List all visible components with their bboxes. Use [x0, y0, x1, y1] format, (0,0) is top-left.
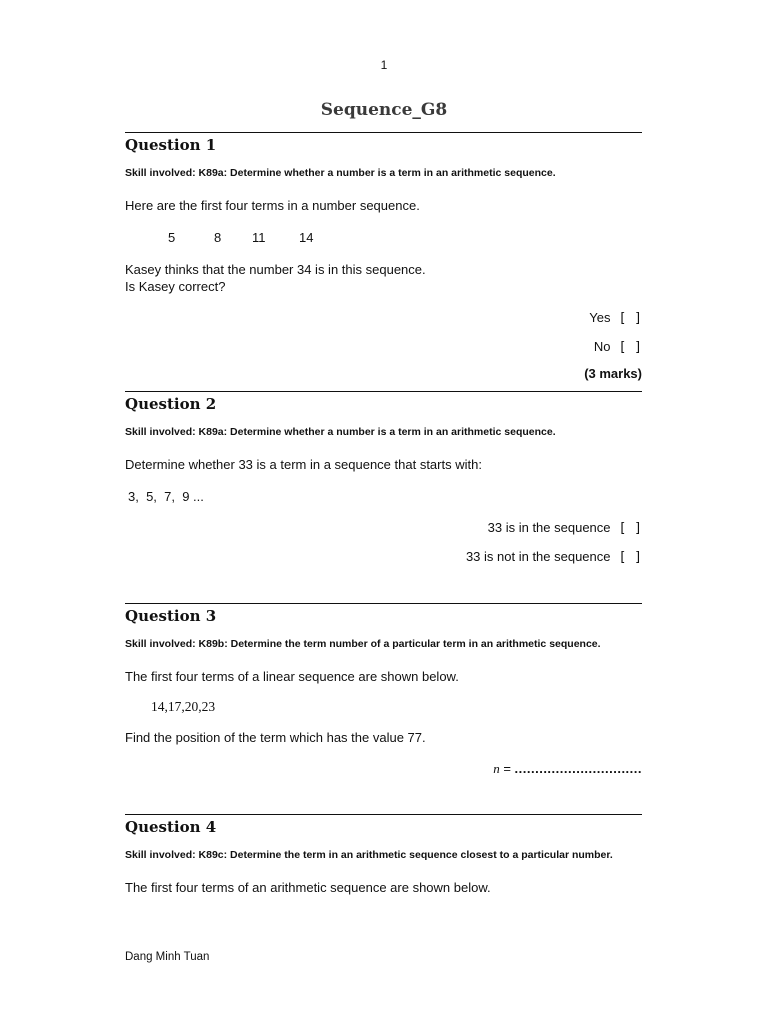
option-no-label: No — [593, 339, 611, 354]
question-3-heading: Question 3 — [125, 607, 217, 625]
answer-equals: = — [499, 761, 515, 776]
question-3-intro: The first four terms of a linear sequence are shown below. — [125, 669, 459, 684]
footer-author: Dang Minh Tuan — [125, 951, 210, 963]
question-4-skill: Skill involved: K89c: Determine the term in an arithmetic sequence closest to a particular number. — [125, 849, 613, 861]
page-number: 1 — [380, 58, 388, 72]
answer-line[interactable] — [493, 761, 642, 777]
checkbox-bracket[interactable]: [ ] — [618, 521, 642, 536]
option-not-in-label: 33 is not in the sequence — [465, 549, 611, 564]
question-4-intro: The first four terms of an arithmetic sequence are shown below. — [125, 880, 491, 895]
option-in-sequence[interactable] — [488, 520, 642, 536]
section-divider — [125, 814, 642, 815]
question-1-skill: Skill involved: K89a: Determine whether a number is a term in an arithmetic sequence. — [125, 167, 556, 179]
checkbox-bracket[interactable]: [ ] — [618, 550, 642, 565]
option-no[interactable] — [594, 339, 642, 355]
section-divider — [125, 391, 642, 392]
question-3-skill: Skill involved: K89b: Determine the term number of a particular term in an arithmetic sequence. — [125, 638, 601, 650]
term-2: 8 — [214, 230, 222, 245]
term-1: 5 — [168, 230, 176, 245]
question-2-prompt: Determine whether 33 is a term in a sequence that starts with: — [125, 457, 482, 472]
section-divider — [125, 132, 642, 133]
answer-blank[interactable]: ............................... — [514, 761, 642, 776]
question-1-statement — [125, 261, 426, 295]
question-4-heading: Question 4 — [125, 818, 217, 836]
question-3-sequence: 14,17,20,23 — [151, 699, 216, 714]
option-in-label: 33 is in the sequence — [487, 520, 611, 535]
statement-line-2: Is Kasey correct? — [125, 279, 226, 294]
question-1-marks: (3 marks) — [584, 366, 642, 381]
option-yes[interactable] — [589, 310, 642, 326]
question-3-prompt: Find the position of the term which has the value 77. — [125, 730, 426, 745]
question-2-heading: Question 2 — [125, 395, 217, 413]
document-title: Sequence_G8 — [320, 100, 448, 120]
question-2-sequence: 3, 5, 7, 9 ... — [128, 489, 204, 504]
checkbox-bracket[interactable]: [ ] — [618, 311, 642, 326]
option-not-in-sequence[interactable] — [466, 549, 642, 565]
option-yes-label: Yes — [589, 310, 611, 325]
question-1-intro: Here are the first four terms in a number sequence. — [125, 198, 420, 213]
checkbox-bracket[interactable]: [ ] — [618, 340, 642, 355]
term-3: 11 — [252, 230, 266, 245]
answer-variable: n — [493, 761, 500, 776]
term-4: 14 — [299, 230, 314, 245]
section-divider — [125, 603, 642, 604]
statement-line-1: Kasey thinks that the number 34 is in this sequence. — [125, 262, 426, 277]
question-1-terms — [168, 229, 313, 246]
question-2-skill: Skill involved: K89a: Determine whether a number is a term in an arithmetic sequence. — [125, 426, 556, 438]
question-1-heading: Question 1 — [125, 136, 217, 154]
